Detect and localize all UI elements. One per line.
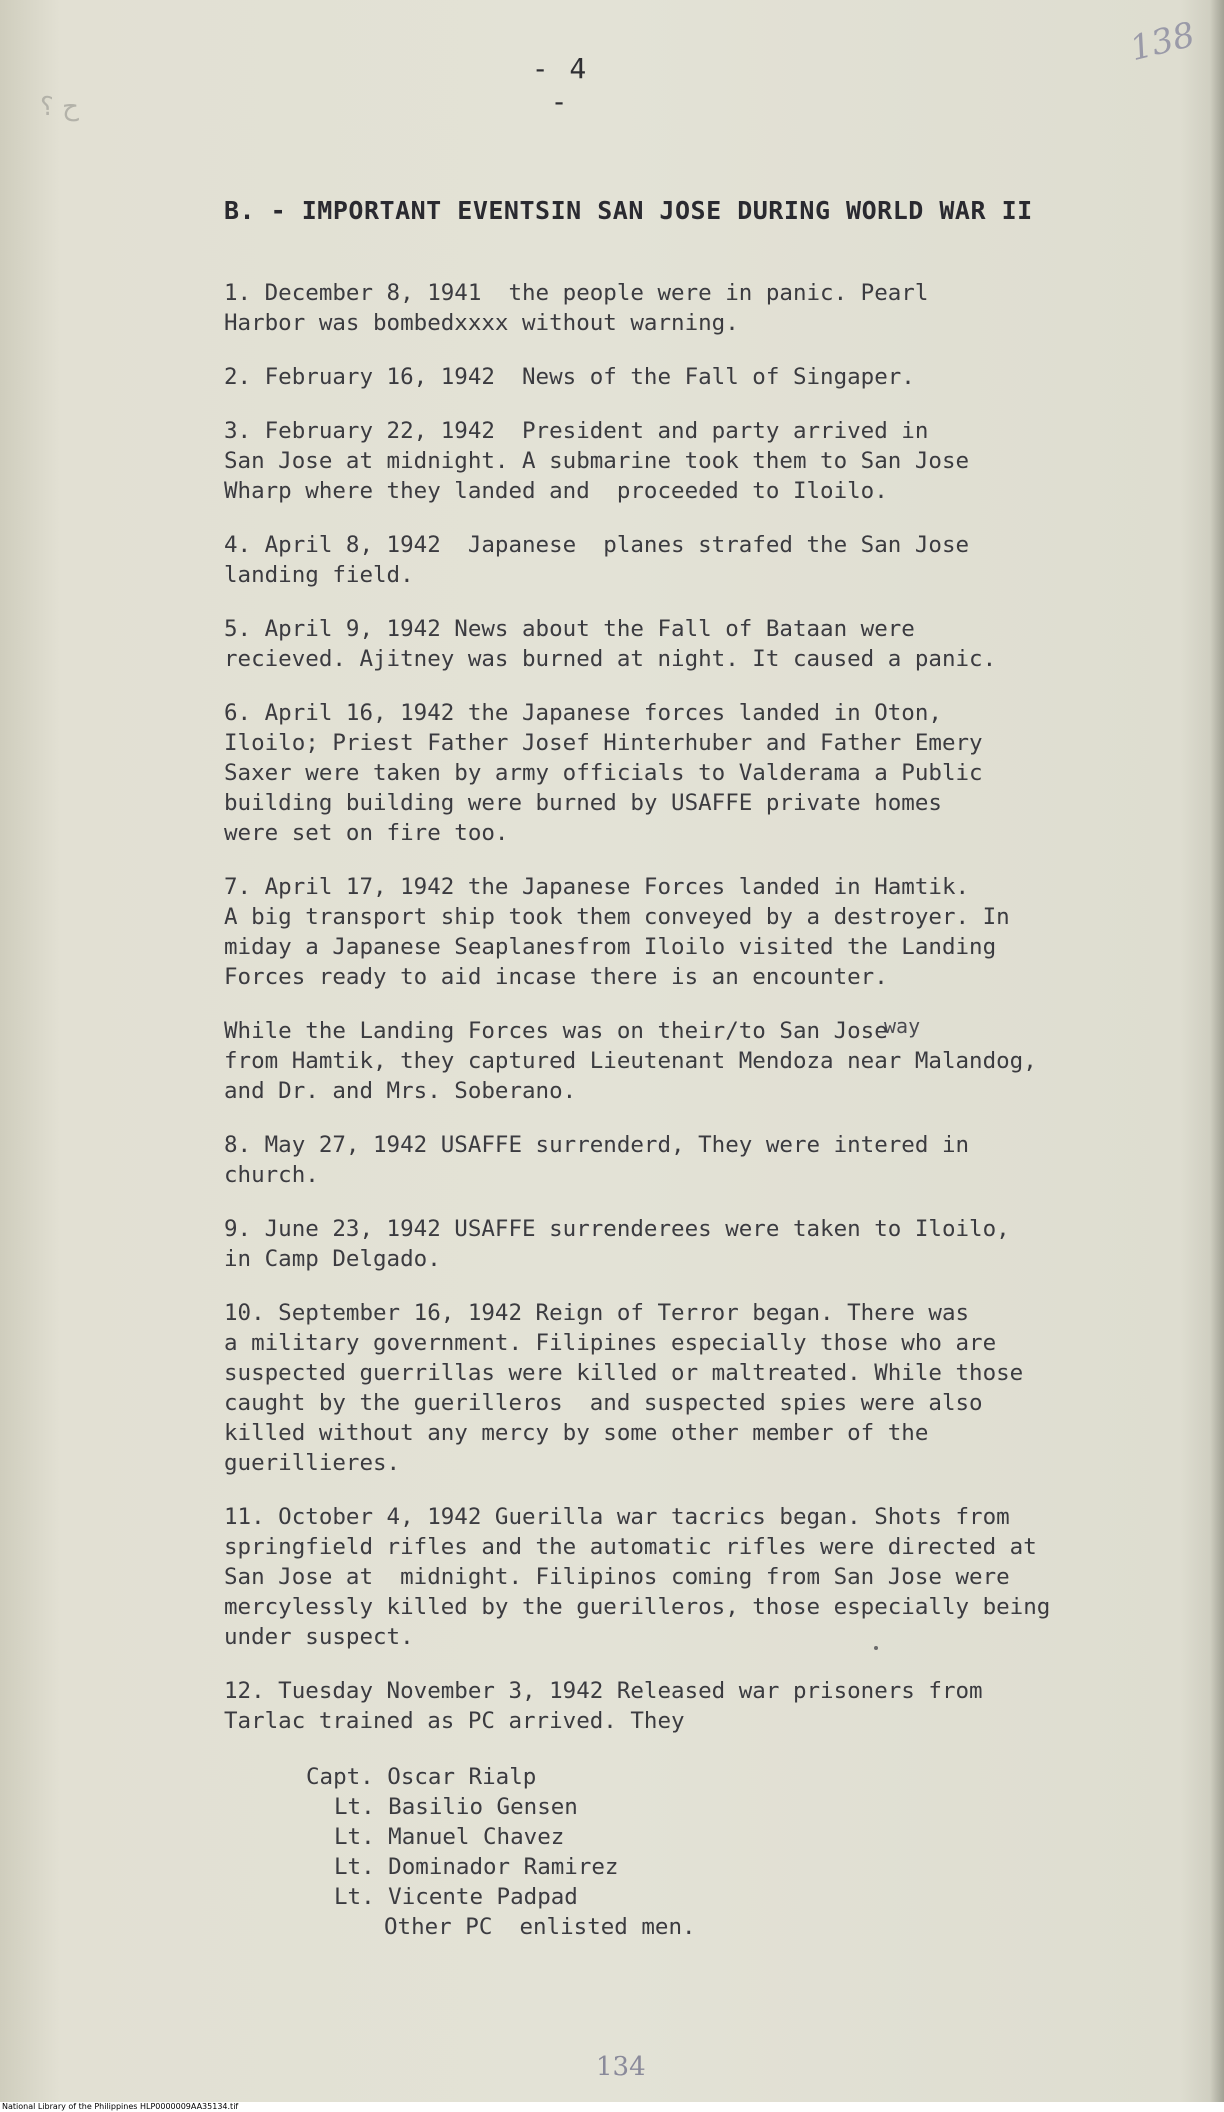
- entry-2: 2. February 16, 1942 News of the Fall of Singaper.: [224, 364, 915, 390]
- entry-9: 9. June 23, 1942 USAFFE surrenderees were taken to Iloilo, in Camp Delgado.: [224, 1216, 1010, 1272]
- entry-10: 10. September 16, 1942 Reign of Terror began. There was a military government. Filipines especially those who are suspected guerrillas were killed or maltreated. While those caught by the guerilleros and suspected spies were also killed without any mercy by some other member of the guerillieres.: [224, 1300, 1024, 1476]
- page-number: - 4 -: [531, 52, 589, 118]
- entry-6: 6. April 16, 1942 the Japanese forces landed in Oton, Iloilo; Priest Father Josef Hinterhuber and Father Emery Saxer were taken by army officials to Valderama a Public building building were burned by USAFFE private homes were set on fire too.: [224, 700, 983, 846]
- margin-mark: ح ؟: [40, 92, 79, 122]
- source-stamp: National Library of the Philippines HLP0000009AA35134.tif: [0, 2102, 1224, 2112]
- officer-list-footer: Other PC enlisted men.: [384, 1914, 696, 1940]
- officer-item: Capt. Oscar Rialp: [306, 1764, 537, 1790]
- entry-12: 12. Tuesday November 3, 1942 Released war prisoners from Tarlac trained as PC arrived. They: [224, 1678, 983, 1734]
- officer-item: Lt. Dominador Ramirez: [334, 1854, 619, 1880]
- entry-4: 4. April 8, 1942 Japanese planes strafed the San Jose landing field.: [224, 532, 970, 588]
- entry-5: 5. April 9, 1942 News about the Fall of Bataan were recieved. Ajitney was burned at night. It caused a panic.: [224, 616, 997, 672]
- officer-item: Lt. Manuel Chavez: [334, 1824, 565, 1850]
- entry-7-continuation: While the Landing Forces was on their/to San Jose from Hamtik, they captured Lieutenant Mendoza near Malandog, and Dr. and Mrs. Soberano.: [224, 1018, 1037, 1104]
- entry-1: 1. December 8, 1941 the people were in panic. Pearl Harbor was bombedxxxx without warning.: [224, 280, 929, 336]
- entry-3: 3. February 22, 1942 President and party arrived in San Jose at midnight. A submarine took them to San Jose Wharp where they landed and proceeded to Iloilo.: [224, 418, 970, 504]
- document-body: [224, 278, 1104, 1942]
- entry-11: 11. October 4, 1942 Guerilla war tacrics began. Shots from springfield rifles and the automatic rifles were directed at San Jose at midnight. Filipinos coming from San Jose were mercylessly killed by the guerilleros, those especially being under suspect.: [224, 1504, 1051, 1650]
- officer-item: Lt. Vicente Padpad: [334, 1884, 578, 1910]
- page-edge-shadow: [1210, 0, 1224, 2112]
- section-heading: B. - IMPORTANT EVENTSIN SAN JOSE DURING WORLD WAR II: [224, 196, 1033, 225]
- entry-7-inserted-word: way: [884, 1014, 921, 1038]
- officers-list: [224, 1762, 1104, 1942]
- stray-mark: [874, 1646, 878, 1650]
- entry-8: 8. May 27, 1942 USAFFE surrenderd, They were intered in church.: [224, 1132, 970, 1188]
- officer-item: Lt. Basilio Gensen: [334, 1794, 578, 1820]
- handwritten-footer-number: 134: [596, 2052, 646, 2082]
- entry-7: 7. April 17, 1942 the Japanese Forces landed in Hamtik. A big transport ship took them conveyed by a destroyer. In miday a Japanese Seaplanesfrom Iloilo visited the Landing Forces ready to aid incase there is an encounter.: [224, 874, 1010, 990]
- handwritten-page-annotation: 138: [1126, 14, 1199, 70]
